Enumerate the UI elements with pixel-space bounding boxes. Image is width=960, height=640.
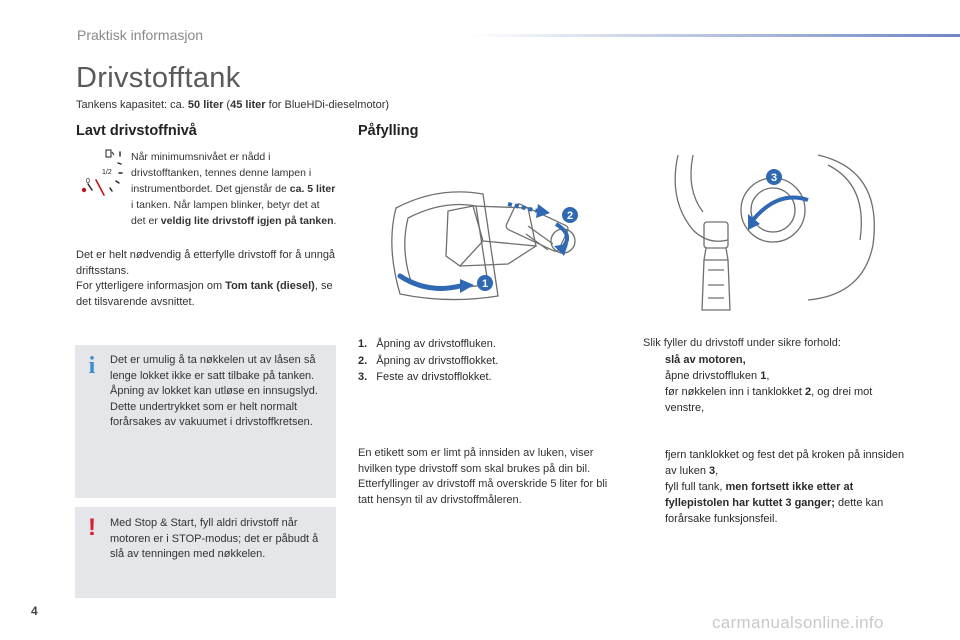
watermark: carmanualsonline.info (712, 613, 884, 632)
page-number: 4 (31, 604, 38, 618)
step-item (358, 336, 498, 353)
step-number: 3. (358, 371, 368, 383)
lamp-text-3: . (333, 215, 337, 227)
capacity-suffix: for BlueHDi-dieselmotor) (265, 99, 390, 111)
refill-text-1: Det er helt nødvendig å etterfylle drivstoff for å unngå driftsstans. (76, 249, 336, 277)
lamp-text-1: Når minimumsnivået er nådd i drivstofftanken, tennes denne lampen i instrumentbordet. Det gjenstår de (131, 151, 312, 195)
bullet-mark (643, 479, 665, 527)
fuel-flap-illustration (378, 186, 600, 310)
bullet-text: fyll full tank, (665, 481, 726, 493)
page-title: Drivstofftank (76, 62, 241, 94)
capacity-liters: 50 liter (187, 99, 224, 111)
refill-text-bold: Tom tank (diesel) (225, 280, 315, 292)
bullet-item (643, 368, 908, 384)
fuel-gauge-icon (74, 146, 130, 200)
bullet-mark (643, 447, 665, 479)
lamp-text-bold-1: ca. 5 liter (289, 183, 336, 195)
bullets-a (643, 352, 908, 416)
refuel-heading: Påfylling (358, 123, 419, 139)
refill-warning-text (76, 248, 338, 310)
callout-3: 3 (770, 172, 778, 184)
bullets-b (643, 447, 908, 527)
lamp-text-bold-2: veldig lite drivstoff igjen på tanken (160, 215, 334, 227)
svg-text:!: ! (88, 514, 96, 539)
fuel-cap-illustration (668, 150, 890, 318)
capacity-liters-diesel: 45 liter (230, 99, 266, 111)
capacity-paren: ( (223, 99, 231, 111)
step-item (358, 369, 498, 386)
tank-capacity (76, 99, 389, 111)
safe-refuel-intro: Slik fyller du drivstoff under sikre forhold: (643, 337, 841, 349)
bullet-bold: 3 (709, 465, 716, 477)
step-number: 2. (358, 354, 368, 367)
bullet-bold: 1 (760, 370, 767, 382)
header-rule (470, 34, 960, 37)
bullet-mark (643, 384, 665, 416)
info-box-text: Det er umulig å ta nøkkelen ut av låsen så lenge lokket ikke er satt tilbake på tanken. Åpning av lokket kan utløse en innsugslyd. Dette undertrykket som er helt normalt forårsakes av vakuumet i drivstoffkretsen. (110, 354, 318, 428)
bullet-mark (643, 368, 665, 384)
info-icon (83, 351, 101, 377)
refuel-steps (358, 336, 498, 386)
warning-icon (83, 513, 101, 539)
bullet-bold: 2 (805, 386, 812, 398)
bullet-text: åpne drivstoffluken (665, 370, 761, 382)
low-fuel-lamp-text (131, 149, 337, 229)
bullet-text: før nøkkelen inn i tanklokket (665, 386, 806, 398)
bullet-item (643, 384, 908, 416)
step-item (358, 353, 498, 370)
callout-1: 1 (481, 278, 489, 290)
low-fuel-heading: Lavt drivstoffnivå (76, 123, 197, 139)
bullet-text: fjern tanklokket og fest det på kroken på innsiden av luken (665, 449, 905, 477)
bullet-bold: slå av motoren, (665, 354, 746, 366)
section-header: Praktisk informasjon (77, 27, 204, 43)
warning-box (75, 507, 336, 598)
bullet-text: , (766, 370, 770, 382)
step-text: Feste av drivstofflokket. (376, 371, 492, 383)
callout-2: 2 (566, 210, 574, 222)
gauge-empty-label: 0 (86, 178, 90, 185)
step-text: Åpning av drivstofflokket. (376, 354, 499, 367)
step-number: 1. (358, 338, 368, 350)
svg-text:i: i (88, 353, 96, 377)
bullet-text: , (715, 465, 719, 477)
warning-box-text: Med Stop & Start, fyll aldri drivstoff når motoren er i STOP-modus; det er påbudt å slå av tenningen med nøkkelen. (110, 517, 319, 560)
gauge-fraction-label: 1/2 (102, 169, 112, 176)
step-text: Åpning av drivstoffluken. (376, 338, 496, 350)
fuel-label-text: En etikett som er limt på innsiden av luken, viser hvilken type drivstoff som skal brukes på din bil. Etterfyllinger av drivstoff må overskride 5 liter for bli tatt hensyn til av drivstoffmåleren. (358, 447, 608, 506)
bullet-item (643, 352, 908, 368)
bullet-mark (643, 352, 665, 368)
bullet-bold: men fortsett ikke etter at fyllepistolen har kuttet 3 ganger; (665, 481, 854, 509)
capacity-prefix: Tankens kapasitet: ca. (76, 99, 188, 111)
refill-text-2: For ytterligere informasjon om (76, 280, 226, 292)
refill-text-3: , se det tilsvarende avsnittet. (76, 280, 333, 308)
info-box (75, 345, 336, 498)
lamp-text-2: i tanken. Når lampen blinker, betyr det at det er (131, 199, 320, 227)
bullet-text: , og drei mot venstre, (665, 386, 873, 414)
bullet-item (643, 479, 908, 527)
bullet-item (643, 447, 908, 479)
bullet-text: dette kan forårsake funksjonsfeil. (665, 497, 884, 525)
